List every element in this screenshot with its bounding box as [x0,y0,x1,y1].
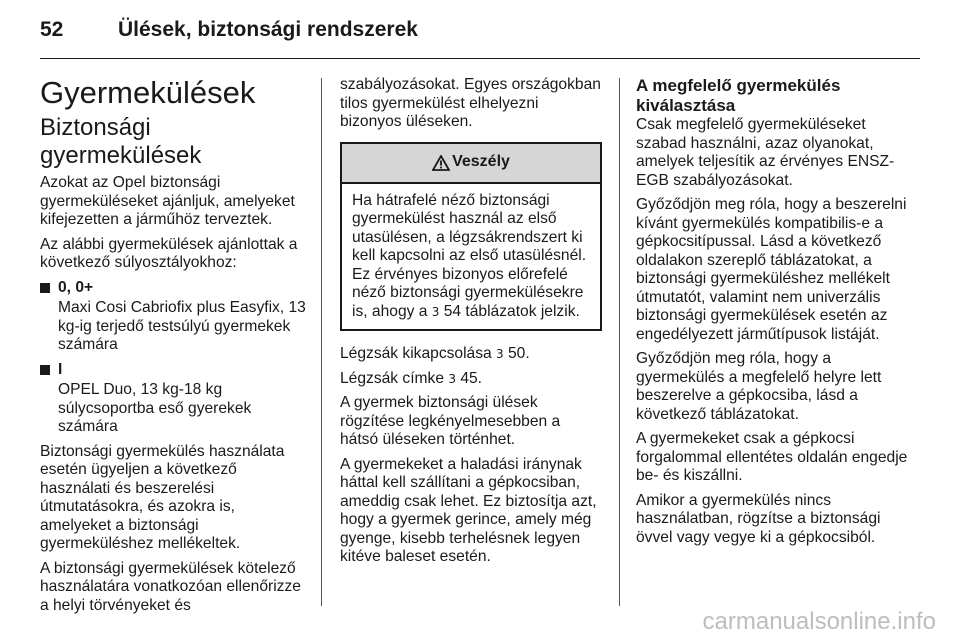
paragraph: Győződjön meg róla, hogy a gyermekülés a megfelelő helyre lett beszerelve a gépkocsiba, lásd a következő táblázatokat. [636,350,882,423]
paragraph: Biztonsági gyermekülés használata esetén ügyeljen a következő használati és beszerelési útmutatásokra, és azokra is, amelyeket a biztonsági gyermeküléshez mellékeltek. [40,442,285,552]
header-rule [40,58,920,59]
paragraph: A gyermek biztonsági ülések rögzítése legkényelmesebben a hátsó üléseken történhet. [340,394,561,448]
page-header [40,18,418,42]
reference-arrow-icon[interactable]: 3 [448,371,456,386]
reference-arrow-icon[interactable]: 3 [496,347,504,361]
column-divider-1 [321,78,322,606]
square-bullet-icon [40,283,50,293]
paragraph: A gyermekeket csak a gépkocsi forgalommal ellentétes oldalán engedje be- és kiszállni. [636,430,908,484]
list-item-head [40,279,308,298]
paragraph [340,370,602,389]
warning-triangle-icon [432,155,450,171]
warning-title [342,144,600,184]
text-part: Légzsák kikapcsolása [340,345,497,362]
list-item-head [40,361,308,380]
column-2 [340,76,602,573]
text-part: Légzsák címke [340,369,449,387]
paragraph: Amikor a gyermekülés nincs használatban, rögzítse a biztonsági övvel vagy vegye ki a gépkocsiból. [636,491,881,546]
chapter-heading: Gyermekülések [40,75,256,110]
column-divider-2 [619,78,620,606]
section-title: Ülések, biztonsági rendszerek [118,18,418,41]
paragraph: Csak megfelelő gyermeküléseket szabad használni, azaz olyanokat, amelyek teljesítik az érvényes ENSZ-EGB szabályozásokat. [636,116,895,189]
watermark: carmanualsonline.info [702,608,936,635]
warning-title-text: Veszély [452,153,510,171]
warning-box [340,142,602,332]
warning-text-part: Ha hátrafelé néző biztonsági gyermekülést használ az első utasülésen, a légzsákrendszert ki kell kapcsolni az első utasülésnél. Ez érvényes bizonyos előrefelé néző biztonsági gyermekülésekre is, ahogy a [352,191,587,320]
list-item-body: Maxi Cosi Cabriofix plus Easyfix, 13 kg-ig terjedő testsúlyú gyermekek számára [58,299,306,353]
list-item-body: OPEL Duo, 13 kg-18 kg súlycsoportba eső gyerekek számára [58,381,252,435]
paragraph: Azokat az Opel biztonsági gyermeküléseket ajánljuk, amelyeket kifejezetten a járműhöz terveztek. [40,174,295,228]
paragraph: szabályozásokat. Egyes országokban tilos gyermekülést elhelyezni bizonyos üléseken. [340,76,601,130]
list-item-label: 0, 0+ [58,278,94,296]
text-part: 45. [455,369,482,387]
page-number: 52 [40,18,64,41]
warning-text-part: 54 táblázatok jelzik. [439,302,580,320]
section-heading: Biztonsági gyermekülések [40,114,202,169]
column-1 [40,76,308,621]
paragraph: Az alábbi gyermekülések ajánlottak a következő súlyosztályokhoz: [40,235,298,271]
subsection-heading: A megfelelő gyermekülés kiválasztása [636,76,841,115]
warning-text [342,184,600,330]
square-bullet-icon [40,365,50,375]
paragraph [340,345,602,364]
column-3 [636,76,908,553]
reference-arrow-icon[interactable]: 3 [431,304,440,319]
text-part: 50. [503,345,530,362]
paragraph: A gyermekeket a haladási iránynak háttal kell szállítani a gépkocsiban, ameddig csak lehet. Ez biztosítja azt, hogy a gyermek gerince, amely még gyenge, kisebb terhelésnek legyen kitéve baleset esetén. [340,455,597,565]
paragraph: A biztonsági gyermekülések kötelező használatára vonatkozóan ellenőrizze a helyi törvényeket és [40,559,301,614]
paragraph: Győződjön meg róla, hogy a beszerelni kívánt gyermekülés kompatibilis-e a gépkocsitípussal. Lásd a következő oldalakon szereplő táblázatokat, a biztonsági gyermeküléshez mellékelt útmutatót, valamint nem univerzális biztonsági gyermekülések esetén az engedélyezett járműtípusok listáját. [636,196,907,343]
list-item-label: I [58,360,63,378]
